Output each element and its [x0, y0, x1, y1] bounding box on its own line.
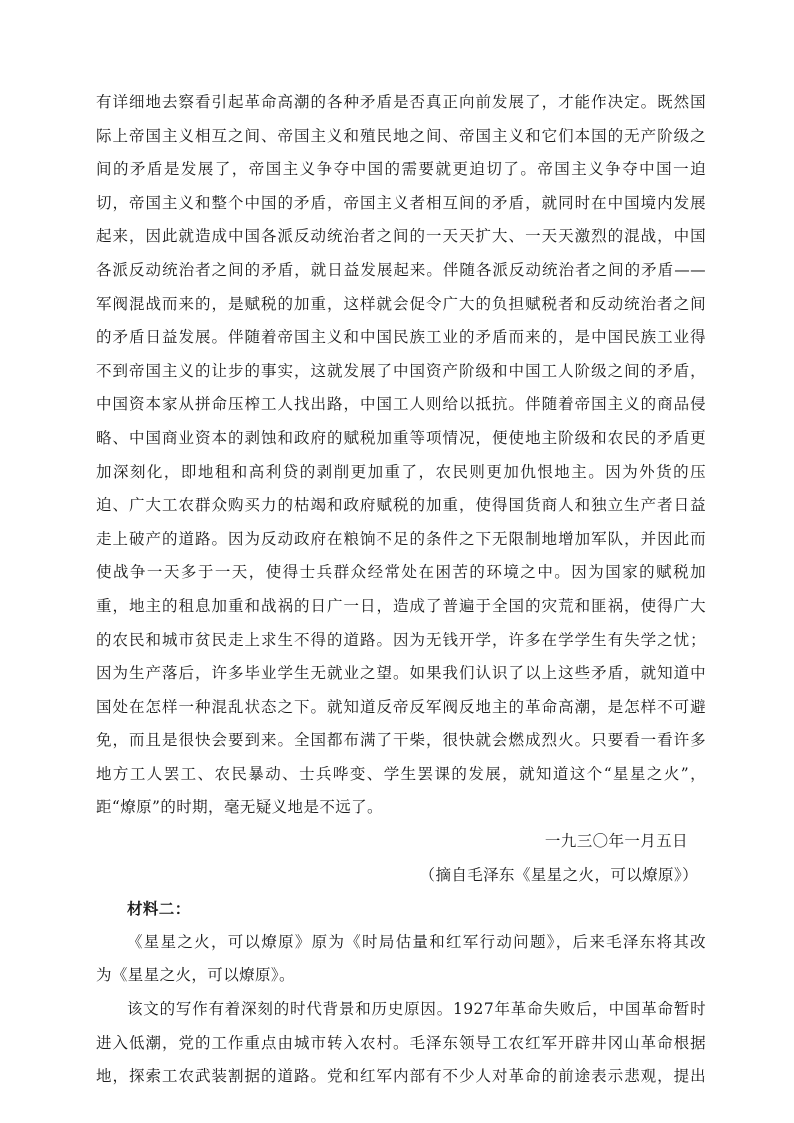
text-line: 距“燎原”的时期，毫无疑义地是不远了。	[96, 798, 383, 817]
text-line: 免，而且是很快会要到来。全国都布满了干柴，很快就会燃成烈火。只要看一看许多	[96, 731, 706, 750]
date-line: 一九三〇年一月五日	[544, 832, 688, 851]
text-line: 该文的写作有着深刻的时代背景和历史原因。1927年革命失败后，中国革命暂时	[127, 1000, 706, 1019]
text-line: 使战争一天多于一天，使得士兵群众经常处在困苦的环境之中。因为国家的赋税加	[96, 563, 706, 582]
text-line: 军阀混战而来的，是赋税的加重，这样就会促令广大的负担赋税者和反动统治者之间	[96, 294, 706, 313]
material-two-heading: 材料二：	[127, 899, 191, 919]
material-two-paragraph-1	[96, 926, 706, 993]
text-line: 略、中国商业资本的剥蚀和政府的赋税加重等项情况，便使地主阶级和农民的矛盾更	[96, 428, 706, 447]
text-line: 的矛盾日益发展。伴随着帝国主义和中国民族工业的矛盾而来的，是中国民族工业得	[96, 328, 706, 347]
text-line: 进入低潮，党的工作重点由城市转入农村。毛泽东领导工农红军开辟井冈山革命根据	[96, 1033, 706, 1052]
material-one-text	[96, 86, 706, 825]
text-line: 不到帝国主义的让步的事实，这就发展了中国资产阶级和中国工人阶级之间的矛盾，	[96, 361, 706, 380]
text-line: 起来，因此就造成中国各派反动统治者之间的一天天扩大、一天天激烈的混战，中国	[96, 227, 706, 246]
text-line: 加深刻化，即地租和高利贷的剥削更加重了，农民则更加仇恨地主。因为外货的压	[96, 462, 706, 481]
text-line: 中国资本家从拼命压榨工人找出路，中国工人则给以抵抗。伴随着帝国主义的商品侵	[96, 395, 706, 414]
text-line: 《星星之火，可以燎原》原为《时局估量和红军行动问题》，后来毛泽东将其改	[127, 932, 706, 951]
text-line: 间的矛盾是发展了，帝国主义争夺中国的需要就更迫切了。帝国主义争夺中国一迫	[96, 160, 706, 179]
text-line: 切，帝国主义和整个中国的矛盾，帝国主义者相互间的矛盾，就同时在中国境内发展	[96, 193, 706, 212]
text-line: 际上帝国主义相互之间、帝国主义和殖民地之间、帝国主义和它们本国的无产阶级之	[96, 126, 706, 145]
text-line: 走上破产的道路。因为反动政府在粮饷不足的条件之下无限制地增加军队，并因此而	[96, 529, 706, 548]
text-line: 国处在怎样一种混乱状态之下。就知道反帝反军阀反地主的革命高潮，是怎样不可避	[96, 697, 706, 716]
text-line: 迫、广大工农群众购买力的枯竭和政府赋税的加重，使得国货商人和独立生产者日益	[96, 496, 706, 515]
text-line: 的农民和城市贫民走上求生不得的道路。因为无钱开学，许多在学学生有失学之忧；	[96, 630, 706, 649]
text-line: 地，探索工农武装割据的道路。党和红军内部有不少人对革命的前途表示悲观，提出	[96, 1067, 706, 1086]
material-two-paragraph-2	[96, 993, 706, 1094]
text-line: 地方工人罢工、农民暴动、士兵哗变、学生罢课的发展，就知道这个“星星之火”，	[96, 764, 706, 783]
text-line: 因为生产落后，许多毕业学生无就业之望。如果我们认识了以上这些矛盾，就知道中	[96, 664, 706, 683]
text-line: 各派反动统治者之间的矛盾，就日益发展起来。伴随各派反动统治者之间的矛盾——	[96, 260, 706, 279]
document-body	[96, 86, 706, 1094]
text-line: 为《星星之火，可以燎原》。	[96, 966, 295, 985]
text-line: 有详细地去察看引起革命高潮的各种矛盾是否真正向前发展了，才能作决定。既然国	[96, 93, 706, 111]
text-line: 重，地主的租息加重和战祸的日广一日，造成了普遍于全国的灾荒和匪祸，使得广大	[96, 596, 706, 615]
source-citation: （摘自毛泽东《星星之火，可以燎原》）	[419, 865, 698, 884]
